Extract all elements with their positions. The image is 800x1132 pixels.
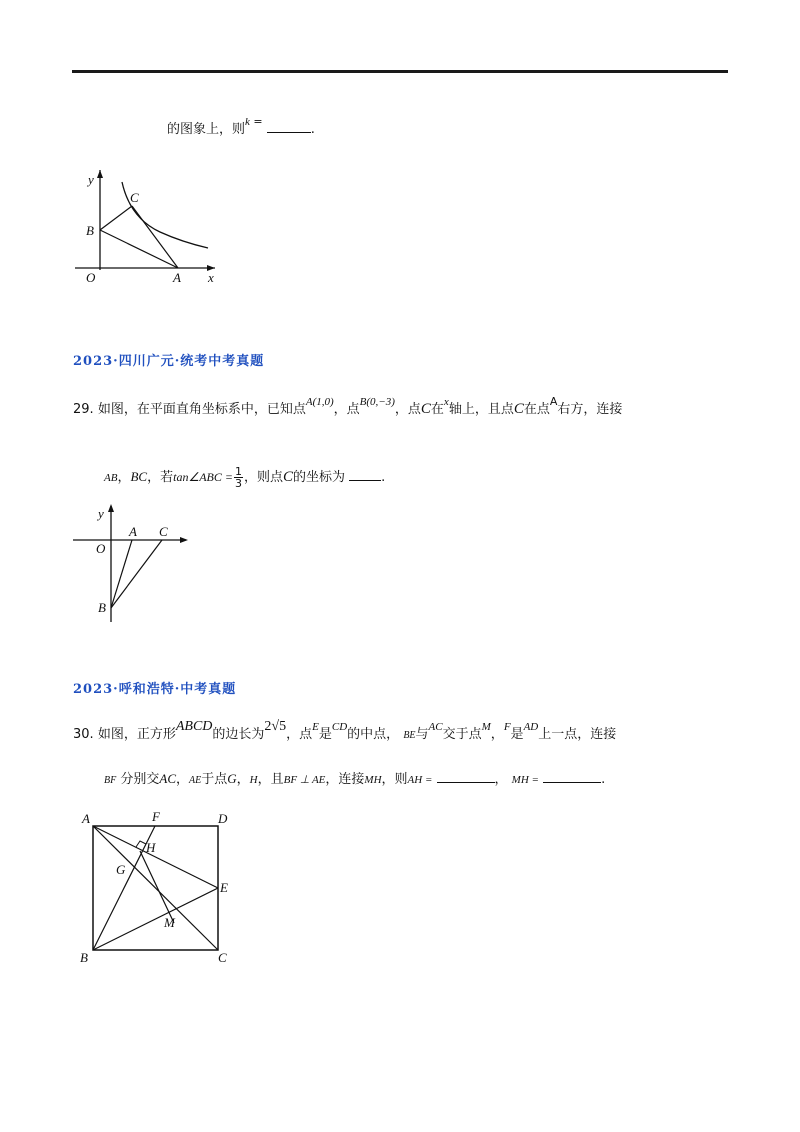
q30-text: ，: [176, 772, 190, 787]
label-C: C: [159, 524, 168, 539]
point-B-coords: B(0,−3): [359, 396, 395, 408]
tan-expression: tan∠ABC =: [173, 470, 233, 484]
label-O: O: [86, 270, 96, 285]
q29-text: 右方，连接: [557, 402, 623, 417]
fraction-one-third: [234, 466, 243, 489]
var-C: C: [420, 401, 431, 417]
period: .: [601, 772, 606, 787]
q30-line-1: [73, 719, 617, 745]
q29-text: ，: [117, 470, 131, 485]
q30-text: 是: [510, 727, 524, 742]
q30-text: ，: [236, 772, 250, 787]
var-A: A: [549, 395, 558, 408]
segment-MH: [140, 851, 174, 923]
q30-line-2: [104, 770, 605, 790]
q29-text: 如图，在平面直角坐标系中，已知点: [97, 402, 306, 417]
label-C: C: [130, 190, 139, 205]
period: .: [310, 122, 315, 137]
y-axis-arrow: [108, 504, 114, 512]
q30-text: 上一点，连接: [538, 727, 617, 742]
label-A: A: [129, 524, 137, 539]
label-y: y: [88, 172, 94, 187]
q30-text: 是: [318, 727, 332, 742]
fraction-numerator: 1: [234, 465, 242, 478]
label-y: y: [98, 506, 104, 521]
q29-answer-blank[interactable]: [349, 468, 381, 481]
var-BC: BC: [130, 469, 148, 484]
segment-BA: [111, 540, 132, 608]
var-G: G: [227, 771, 237, 786]
label-E: E: [220, 880, 228, 895]
label-B: B: [80, 950, 88, 965]
var-AE: AE: [189, 775, 202, 786]
section-heading-2: 2023·呼和浩特·中考真题: [73, 682, 237, 697]
q29-line-2: [104, 466, 385, 489]
var-E: E: [312, 721, 319, 733]
top-rule: [72, 70, 728, 73]
q30-text: 于点: [201, 772, 228, 787]
q30-text: ，连接: [325, 772, 365, 787]
segment-BA: [100, 230, 178, 268]
figure-coordinate-triangle: [68, 500, 198, 625]
label-x: x: [208, 270, 214, 285]
var-CD: CD: [331, 721, 348, 733]
var-F: F: [503, 721, 511, 733]
y-axis-arrow: [97, 170, 103, 178]
q29-text: 轴上，且点: [448, 402, 514, 417]
var-BF: BF: [104, 775, 117, 786]
label-H: H: [146, 840, 156, 855]
period: .: [381, 470, 386, 485]
section-heading-1: 2023·四川广元·统考中考真题: [73, 354, 265, 369]
label-B: B: [98, 600, 106, 615]
figure-hyperbola: [70, 170, 230, 290]
q29-line-1: [73, 395, 623, 419]
var-AH-eq: AH =: [407, 774, 433, 786]
q29-text: ，点: [333, 402, 360, 417]
var-k: k: [245, 116, 250, 128]
side-length: 2√5: [264, 719, 287, 734]
var-C: C: [282, 469, 293, 485]
var-C: C: [513, 401, 524, 417]
label-M: M: [164, 915, 175, 930]
figure-square: [74, 806, 244, 966]
q30-text: 的中点，: [347, 727, 400, 742]
label-O: O: [96, 541, 106, 556]
label-A: A: [82, 811, 90, 826]
q30-answer-blank-MH[interactable]: [543, 770, 601, 783]
q28-answer-line: [167, 115, 315, 139]
point-A-coords: A(1,0): [305, 396, 334, 408]
q29-text: 的坐标为: [293, 470, 346, 485]
q29-text: 在: [430, 402, 444, 417]
q30-text: 的边长为: [212, 727, 265, 742]
var-AB: AB: [104, 472, 118, 484]
q30-text: 与: [415, 727, 429, 742]
var-AD: AD: [523, 721, 539, 733]
diagonal-AC: [93, 826, 218, 950]
label-D: D: [218, 811, 228, 826]
segment-BE: [93, 888, 218, 950]
q30-text: 分别交: [120, 772, 160, 787]
q30-text: ，: [490, 727, 504, 742]
var-x: x: [443, 396, 449, 408]
label-G: G: [116, 862, 126, 877]
label-A: A: [173, 270, 181, 285]
x-axis-arrow: [180, 537, 188, 543]
var-ABCD: ABCD: [175, 719, 213, 734]
equals-sign: =: [253, 115, 263, 128]
q30-text: ，且: [257, 772, 284, 787]
label-F: F: [152, 809, 160, 824]
q28-answer-blank[interactable]: [267, 120, 311, 133]
q30-text: 如图，正方形: [97, 727, 176, 742]
q29-text: 在点: [523, 402, 550, 417]
q29-number: 29.: [73, 402, 94, 417]
segment-BC: [111, 540, 162, 608]
perpendicular-condition: BF ⊥ AE: [283, 774, 326, 786]
var-AC: AC: [159, 771, 176, 786]
q30-text: 交于点: [442, 727, 482, 742]
var-MH: MH: [364, 774, 382, 786]
q29-text: ，则点: [243, 470, 283, 485]
q30-text: ，: [494, 772, 508, 787]
q30-answer-blank-AH[interactable]: [437, 770, 495, 783]
var-H: H: [249, 774, 258, 786]
label-C: C: [218, 950, 227, 965]
segment-BC: [100, 206, 132, 230]
var-MH-eq: MH =: [511, 774, 539, 786]
var-AC: AC: [428, 721, 443, 733]
q30-number: 30.: [73, 727, 94, 742]
segment-AE: [93, 826, 218, 888]
q30-text: ，点: [286, 727, 313, 742]
q29-text: ，若: [147, 470, 174, 485]
q29-text: ，点: [394, 402, 421, 417]
label-B: B: [86, 223, 94, 238]
q30-text: ，则: [381, 772, 408, 787]
var-BE: BE: [403, 730, 416, 741]
q28-prefix: 的图象上，则: [167, 122, 246, 137]
fraction-denominator: 3: [234, 477, 242, 490]
var-M: M: [481, 721, 491, 733]
